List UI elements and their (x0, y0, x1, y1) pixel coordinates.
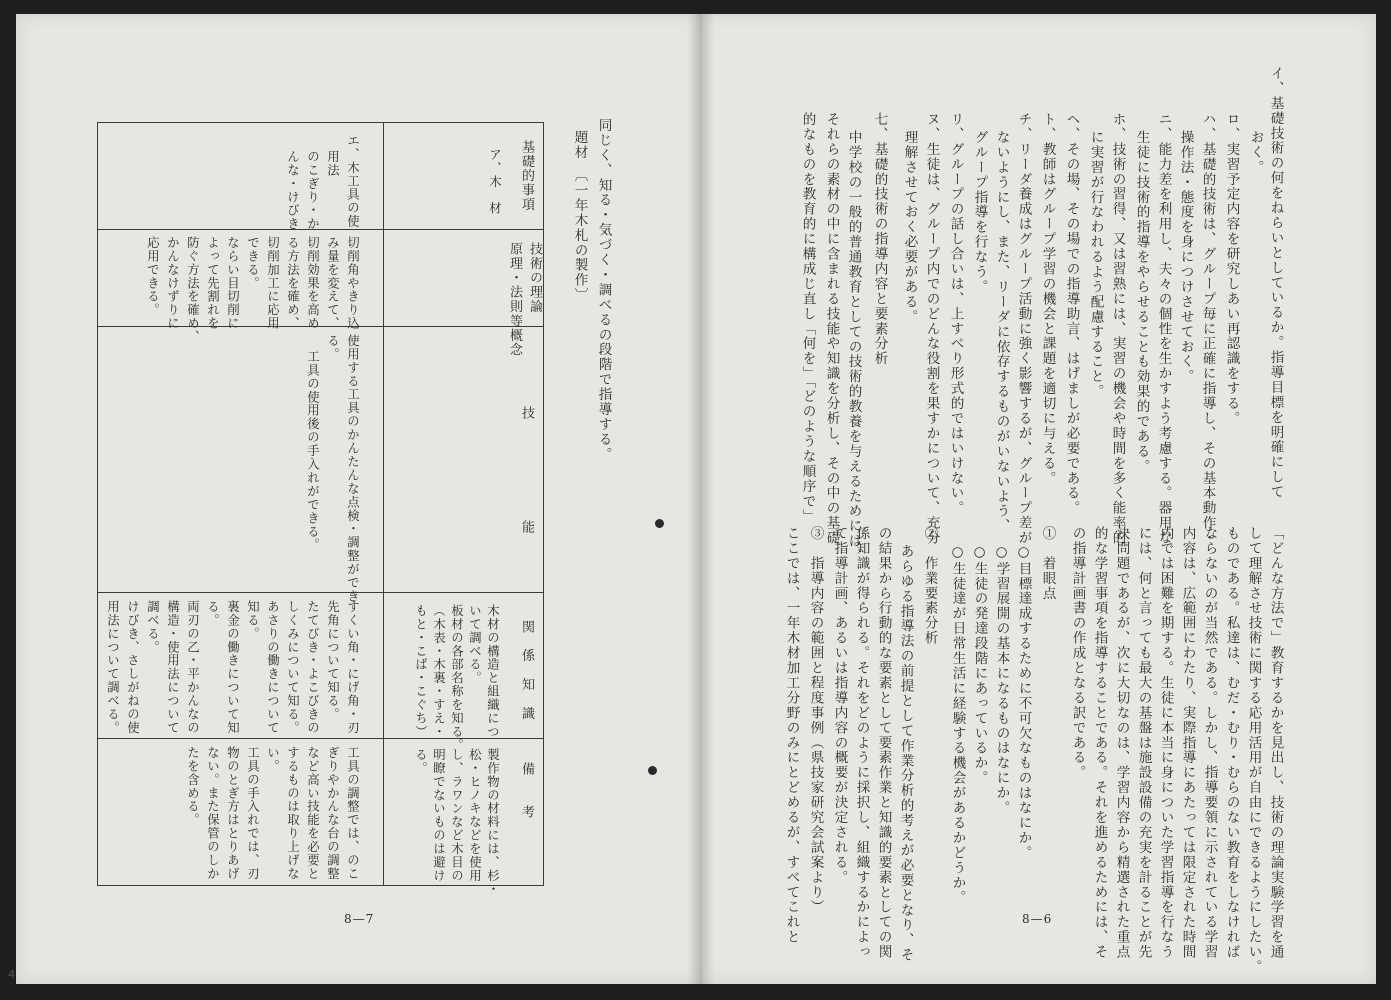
row2-remarks-6: 工具の手入れでは、刃 (245, 746, 261, 881)
book-gutter (688, 14, 714, 984)
right-lower-line-6: 内では困難を期する。生徒に本当に身についた学習指導を行なう (1157, 526, 1174, 960)
row2-theory-6: できる。 (245, 236, 261, 290)
row2-knowledge-2: 先角について知る。 (325, 600, 341, 722)
table-rule-3 (97, 592, 544, 593)
right-line-18: 七、基礎的技術の指導内容と要素分析 (871, 112, 888, 367)
row2-skill-3: 工具の使用後の手入れができる。 (305, 350, 321, 552)
right-line-1: イ、基礎技術の何をねらいとしているか。指導目標を明確にして (1267, 66, 1284, 500)
row2-remarks-5: い。 (265, 746, 281, 773)
row2-skill-1: 使用する工具のかんたんな点検・調整ができ (345, 334, 361, 603)
right-line-5: 操作法・態度を身につけさせておく。 (1177, 130, 1194, 385)
right-line-16: ヌ、生徒は、グループ内でのどんな役割を果すかについて、充分 (923, 112, 940, 546)
corner-pencil-mark: 4 (8, 968, 15, 981)
row2-theory-11: 応用できる。 (145, 236, 161, 317)
row2-remarks-1: 工具の調整では、のこ (345, 746, 361, 881)
right-lower-line-18: の結果から行動的な要素として要素作業と知識的要素としての関 (875, 526, 892, 960)
row2-knowledge-5: あさりの働きについて (265, 600, 281, 735)
right-line-11: ト、教師はグループ学習の機会と課題を適切に与える。 (1039, 112, 1056, 486)
right-line-20: それらの素材の中に含まれる技能や知識を分析し、その中の基礎 (823, 112, 840, 546)
table-rule-2 (97, 326, 544, 327)
row2-basic-1: エ、木工具の使 (345, 134, 361, 229)
row2-remarks-8: ない。また保管のしか (205, 746, 221, 881)
right-line-8: ホ、技術の習得、又は習熟には、実習の機会や時間を多く能率的 (1109, 112, 1126, 546)
right-lower-line-16: ② 作業要素分析 (921, 526, 938, 646)
right-lower-line-8: 決問題であるが、次に大切なのは、学習内容から精選された重点 (1113, 526, 1130, 960)
row1-knowledge-5: もと・こば・こぐち） (413, 604, 429, 739)
row2-knowledge-3: たてびき・よこびきの (305, 600, 321, 735)
right-lower-line-17: あらゆる指導法の前提として作業分析的考えが必要となり、そ (897, 544, 914, 963)
row1-remarks-1: 製作物の材料には、杉・ (485, 748, 501, 896)
table-rule-4 (97, 738, 544, 739)
punch-hole-lower (648, 766, 657, 775)
row2-theory-1: 切削角やきり込 (345, 236, 361, 331)
right-line-15: リ、グループの話し合いは、上すべり形式的ではいけない。 (947, 112, 964, 516)
right-line-19: 中学校の一般的普通教育としての技術的教養を与えるためには、 (845, 130, 862, 564)
right-lower-line-13: ○学習展開の基本になるものはなにか。 (993, 544, 1010, 816)
left-intro-line-1: 同じく、知る・気づく・調べるの段階で指導する。 (595, 118, 612, 462)
right-line-7: 生徒に技術的指導をやらせることも効果的である。 (1133, 130, 1150, 474)
header-remarks: 備 考 (519, 762, 534, 820)
right-lower-line-7: には、何と言っても最大の基盤は施設設備の充実を計ることが先 (1135, 526, 1152, 960)
row2-knowledge-12: けびき、さしがねの使 (125, 600, 141, 735)
row2-remarks-3: など高い技能を必要と (305, 746, 321, 881)
right-line-17: 理解させておく必要がある。 (901, 130, 918, 325)
row2-theory-3: 切削効果を高め (305, 236, 321, 331)
right-lower-line-9: 的な学習事項を指導することである。それを進めるためには、そ (1091, 526, 1108, 960)
table-border-left (97, 122, 98, 886)
right-lower-line-4: ならないのが当然である。しかし、指導要領に示されている学習 (1201, 526, 1218, 960)
row2-theory-9: 防ぐ方法を確め、 (185, 236, 201, 344)
right-line-10: ヘ、その場、その場での指導助言、はげましが必要である。 (1063, 112, 1080, 516)
row2-basic-4: んな・けびき (285, 150, 301, 231)
table-border-bottom (97, 885, 544, 886)
table-row-divider (383, 122, 384, 886)
right-lower-line-14: ○生徒の発達段階にあっているか。 (971, 544, 988, 786)
row2-theory-8: よって先割れを (205, 236, 221, 331)
right-line-14: グループ指導を行なう。 (971, 130, 988, 295)
header-skill-1: 技 (519, 406, 534, 421)
header-theory-1: 技術の理論 (527, 242, 542, 314)
right-lower-line-1: 「どんな方法で」教育するかを見出し、技術の理論実験学習を通 (1267, 526, 1284, 960)
row2-remarks-2: ぎりやかんな台の調整 (325, 746, 341, 881)
row2-knowledge-6: 知る。 (245, 600, 261, 641)
row1-remarks-5: る。 (413, 748, 429, 775)
right-lower-line-12: ○目標達成するために不可欠なものはなにか。 (1015, 544, 1032, 861)
row2-knowledge-8: る。 (205, 600, 221, 627)
row2-basic-3: のこぎり・か (305, 150, 321, 231)
row2-theory-7: ならい目切削に (225, 236, 241, 331)
right-line-9: に実習が行なわれるよう配慮すること。 (1087, 130, 1104, 400)
row2-knowledge-4: しくみについて知る。 (285, 600, 301, 735)
table-rule-1 (97, 229, 544, 230)
table-border-right (543, 122, 544, 886)
right-lower-line-2: して理解させ技術に関する応用活用が自由にできるようにしたい。 (1245, 526, 1262, 975)
header-skill-2: 能 (519, 520, 534, 535)
row2-theory-4: る方法を確め、 (285, 236, 301, 331)
right-line-6: ニ、能力差を利用し、夫々の個性を生かすよう考慮する。器用な (1155, 112, 1172, 546)
row2-knowledge-7: 裏金の働きについて知 (225, 600, 241, 735)
right-lower-line-22: ここでは、一年木材加工分野のみにとどめるが、すべてこれと (783, 526, 800, 945)
right-lower-line-19: 係知識が得られる。それをどのように採択し、組織するかによっ (853, 526, 870, 960)
right-lower-line-21: ③ 指導内容の範囲と程度事例（県技家研究会試案より） (807, 526, 824, 915)
row2-theory-5: 切削加工に応用 (265, 236, 281, 331)
right-lower-line-11: ① 着眼点 (1039, 526, 1056, 601)
right-line-12: チ、リーダ養成はグループ活動に強く影響するが、グループ差が (1015, 112, 1032, 546)
left-intro-line-2: 題材 〔一年木札の製作〕 (571, 130, 588, 303)
right-lower-line-15: ○生徒達が日常生活に経験する機会があるかどうか。 (949, 544, 966, 906)
right-line-13: ないようにし、また、リーダに依存するものがいないよう、 (993, 130, 1010, 534)
row2-knowledge-10: 構造・使用法について (165, 600, 181, 735)
row2-remarks-9: たを含める。 (185, 746, 201, 827)
header-basic-items: 基礎的事項 (519, 140, 534, 212)
row2-remarks-7: 物のとぎ方はとりあげ (225, 746, 241, 881)
header-related-knowledge: 関 係 知 識 (519, 620, 534, 721)
row1-basic: ア、木 材 (487, 148, 503, 216)
right-lower-line-20: て指導計画、あるいは指導内容の概要が決定される。 (831, 526, 848, 885)
row2-knowledge-9: 両刃の乙・平かんなの (185, 600, 201, 735)
right-line-4: ハ、基礎的技術は、グループ毎に正確に指導し、その基本動作・ (1199, 112, 1216, 546)
header-theory-2: 原理・法則等概念 (507, 242, 522, 358)
row2-remarks-4: するものは取り上げな (285, 746, 301, 881)
right-line-2: おく。 (1247, 130, 1264, 175)
right-lower-line-5: 内容は、広範囲にわたり、実際指導にあたっては限定された時間 (1179, 526, 1196, 960)
right-line-21: 的なものを教育的に構成じ直し「何を」「どのような順序で」 (799, 112, 816, 524)
table-border-top (97, 122, 544, 123)
right-lower-line-10: の指導計画書の作成となる訳である。 (1069, 526, 1086, 781)
row2-theory-2: み量を変えて、 (325, 236, 341, 331)
page-number-right: 8—6 (1022, 912, 1053, 926)
row1-remarks-3: し、ラワンなど木目の (449, 748, 465, 883)
row2-knowledge-11: 調べる。 (145, 600, 161, 654)
row1-remarks-2: 松・ヒノキなどを使用 (467, 748, 483, 883)
row2-skill-2: る。 (325, 334, 341, 361)
row1-remarks-4: 明瞭でないものは避け (431, 748, 447, 883)
row2-knowledge-1: すくい角・にげ角・刃 (345, 600, 361, 735)
right-lower-line-3: ものである。私達は、むだ・むり・むらのない教育をしなければ (1223, 526, 1240, 960)
row1-knowledge-4: （木表・木裏・すえ・ (431, 604, 447, 739)
row1-knowledge-1: 木材の構造と組織につ (485, 604, 501, 739)
row2-knowledge-13: 用法について調べる。 (105, 600, 121, 735)
row2-basic-2: 用法 (325, 150, 341, 177)
row2-theory-10: かんなけずりに (165, 236, 181, 331)
row1-knowledge-2: いて調べる。 (467, 604, 483, 685)
punch-hole-upper (655, 519, 664, 528)
page-number-left: 8—7 (344, 912, 375, 926)
right-line-3: ロ、実習予定内容を研究しあい再認識をする。 (1223, 112, 1240, 426)
row1-knowledge-3: 板材の各部名称を知る。 (449, 604, 465, 752)
